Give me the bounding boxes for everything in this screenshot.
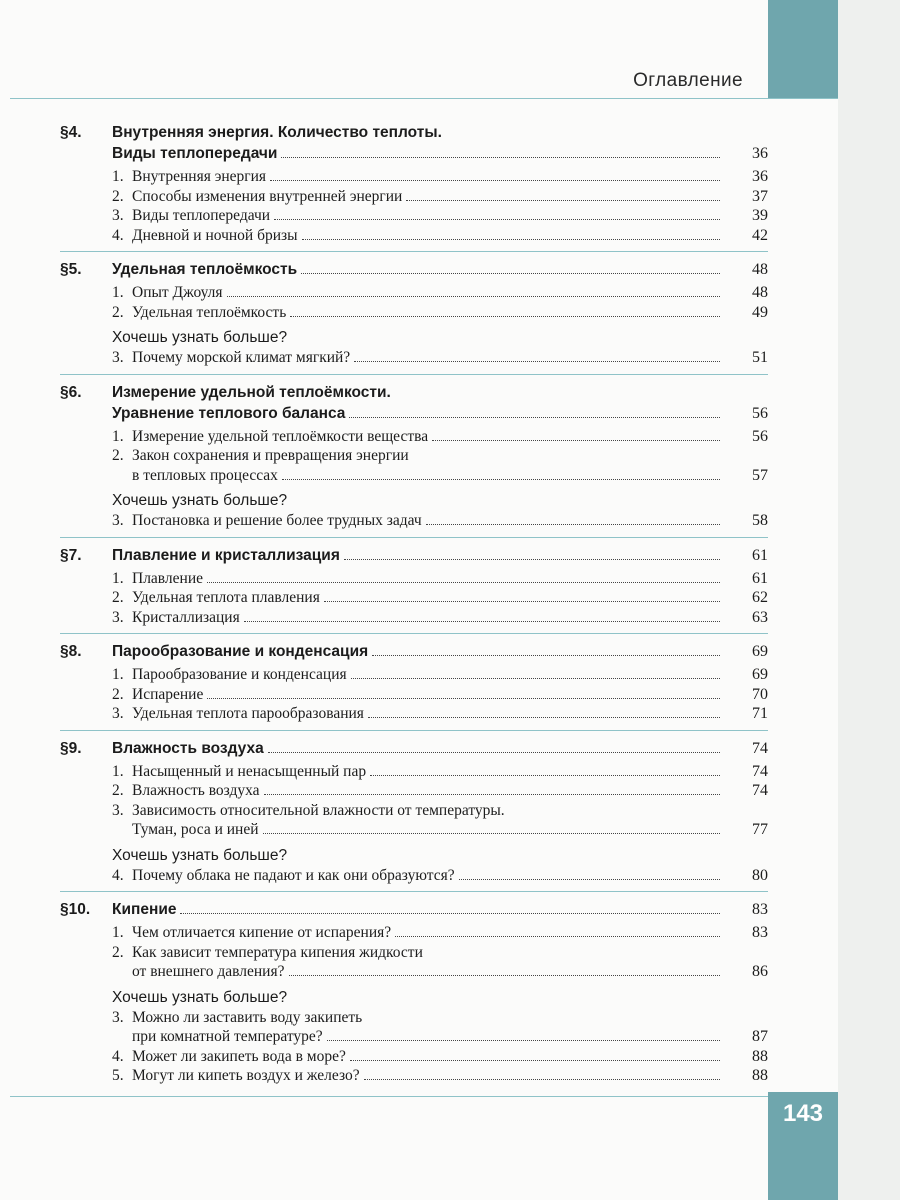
section-number: §4. [60, 124, 82, 141]
subitem-page: 69 [752, 666, 768, 683]
subitem-body [132, 303, 768, 323]
section-title-page: 36 [752, 145, 768, 162]
footer-divider [10, 1096, 768, 1097]
subitem-text: Дневной и ночной бризы [132, 226, 298, 244]
subitem-page: 88 [752, 1067, 768, 1084]
section-title-text: Плавление и кристаллизация [112, 546, 340, 564]
section-title-page: 83 [752, 901, 768, 918]
subitem-text: Удельная теплоёмкость [132, 303, 287, 321]
section-title-text: Парообразование и конденсация [112, 643, 369, 660]
subitem-body [132, 801, 768, 840]
dot-leader [281, 157, 720, 158]
section-heading[interactable] [60, 736, 768, 762]
subitem-body [132, 283, 768, 303]
toc-section [60, 637, 768, 731]
subitem-number: 2. [112, 187, 124, 205]
subitem-page: 48 [752, 284, 768, 301]
subitem-page: 74 [752, 762, 768, 780]
dot-leader [227, 296, 720, 297]
subitem-page: 80 [752, 866, 768, 884]
subitem-body [132, 608, 768, 628]
section-number: §8. [60, 643, 82, 660]
section-heading[interactable] [60, 120, 768, 167]
section-title-page: 69 [752, 643, 768, 660]
dot-leader [301, 273, 720, 274]
subitem-text: Удельная теплота плавления [132, 589, 320, 606]
section-number: §9. [60, 739, 82, 757]
subitem-text: Кристаллизация [132, 608, 240, 626]
toc-subitem[interactable] [112, 446, 768, 485]
subitem-body [132, 762, 768, 782]
subitem-line [132, 167, 768, 187]
want-to-know-more-label: Хочешь узнать больше? [112, 492, 288, 509]
section-title-text: Уравнение теплового баланса [112, 404, 346, 422]
subitem-number: 3. [112, 1008, 124, 1026]
subitem-number: 1. [112, 569, 124, 587]
page-title: Оглавление [633, 70, 743, 91]
subitem-page: 74 [752, 782, 768, 799]
dot-leader [426, 524, 720, 525]
subitem-line [132, 303, 768, 323]
subitem-body [132, 923, 768, 943]
dot-leader [324, 601, 720, 602]
want-to-know-more-label: Хочешь узнать больше? [112, 329, 288, 346]
subitem-page: 70 [752, 685, 768, 703]
section-title-text: Измерение удельной теплоёмкости. [112, 383, 391, 401]
dot-leader [344, 559, 720, 560]
section-title [112, 382, 768, 424]
subitem-page: 77 [752, 821, 768, 838]
section-title-text: Влажность воздуха [112, 739, 264, 757]
subitem-page: 87 [752, 1028, 768, 1045]
subitem-number: 1. [112, 168, 124, 185]
dot-leader [349, 417, 720, 418]
toc-section [60, 895, 768, 1092]
dot-leader [351, 678, 720, 679]
subitem-line [132, 187, 768, 207]
subitem-line [132, 446, 768, 466]
subitem-number: 1. [112, 427, 124, 445]
subitem-body [132, 685, 768, 705]
extra-subitem-list [112, 1008, 768, 1086]
toc-subitem[interactable] [112, 303, 768, 323]
subitem-body [132, 226, 768, 246]
section-title-line [112, 641, 768, 662]
dot-leader [372, 655, 720, 656]
subitem-text: Внутренняя энергия [132, 168, 267, 185]
section-title-line [112, 403, 768, 424]
subitem-line [132, 866, 768, 886]
subitem-page: 49 [752, 303, 768, 321]
dot-leader [354, 361, 720, 362]
subitem-body [132, 866, 768, 886]
subitem-line [132, 962, 768, 982]
dot-leader [395, 936, 720, 937]
subitem-page: 39 [752, 207, 768, 224]
subitem-page: 37 [752, 187, 768, 205]
subitem-page: 71 [752, 705, 768, 722]
subitem-text: Можно ли заставить воду закипеть [132, 1008, 363, 1026]
subitem-text: Удельная теплота парообразования [132, 705, 364, 722]
toc-subitem[interactable] [112, 427, 768, 447]
toc-subitem[interactable] [112, 283, 768, 303]
dot-leader [180, 913, 720, 914]
subitem-number: 2. [112, 589, 124, 606]
section-title-line [112, 738, 768, 759]
subitem-number: 2. [112, 685, 124, 703]
subitem-number: 2. [112, 943, 124, 961]
section-title-page: 74 [752, 739, 768, 757]
subitem-text: Почему морской климат мягкий? [132, 349, 351, 366]
section-number: §5. [60, 261, 82, 278]
subitem-number: 2. [112, 447, 124, 464]
toc-section [60, 255, 768, 375]
page-edge [838, 0, 900, 1200]
section-title-text: Внутренняя энергия. Количество теплоты. [112, 124, 442, 141]
section-number: §7. [60, 546, 82, 564]
subitem-page: 61 [752, 569, 768, 587]
dot-leader [264, 794, 720, 795]
subitem-number: 1. [112, 666, 124, 683]
subitem-number: 3. [112, 207, 124, 224]
toc-subitem[interactable] [112, 704, 768, 724]
section-title-line [112, 545, 768, 566]
header-color-tab [768, 0, 838, 98]
subitem-body [132, 427, 768, 447]
section-heading[interactable] [60, 380, 768, 427]
dot-leader [207, 698, 720, 699]
subitem-body [132, 569, 768, 589]
subitem-line [132, 781, 768, 801]
subitem-text: Могут ли кипеть воздух и железо? [132, 1067, 360, 1084]
subitem-text: Плавление [132, 569, 204, 587]
subitem-line [132, 466, 768, 486]
subitem-list [112, 762, 768, 840]
subitem-text: Виды теплопередачи [132, 207, 271, 224]
subitem-body [132, 446, 768, 485]
dot-leader [368, 717, 720, 718]
subitem-list [112, 427, 768, 486]
subitem-line [132, 588, 768, 608]
section-title [112, 641, 768, 662]
subitem-line [132, 762, 768, 782]
subitem-page: 57 [752, 466, 768, 484]
section-title-page: 56 [752, 404, 768, 422]
want-to-know-more-label: Хочешь узнать больше? [112, 846, 288, 864]
page-number-badge [768, 1092, 838, 1200]
subitem-body [132, 187, 768, 207]
extra-subitem-list [112, 348, 768, 368]
section-number: §6. [60, 383, 82, 401]
subitem-line [132, 206, 768, 226]
subitem-body [132, 348, 768, 368]
toc-subitem[interactable] [112, 187, 768, 207]
dot-leader [370, 775, 720, 776]
subitem-number: 4. [112, 1047, 124, 1065]
subitem-text: Чем отличается кипение от испарения? [132, 924, 392, 941]
toc-subitem[interactable] [112, 167, 768, 187]
toc-subitem[interactable] [112, 511, 768, 531]
page-number: 143 [782, 1100, 824, 1127]
table-of-contents [60, 118, 768, 1095]
section-title [112, 122, 768, 164]
subitem-body [132, 665, 768, 685]
dot-leader [289, 975, 721, 976]
extra-subitem-list [112, 511, 768, 531]
subitem-text: при комнатной температуре? [132, 1028, 323, 1045]
subitem-body [132, 511, 768, 531]
dot-leader [268, 752, 720, 753]
subitem-body [132, 781, 768, 801]
section-title-text: Удельная теплоёмкость [112, 261, 298, 278]
subitem-list [112, 167, 768, 245]
section-title-line [112, 899, 768, 920]
dot-leader [244, 621, 720, 622]
section-title [112, 259, 768, 280]
subitem-line [132, 427, 768, 447]
section-heading[interactable] [60, 543, 768, 569]
subitem-body [132, 206, 768, 226]
subitem-text: Влажность воздуха [132, 782, 260, 799]
dot-leader [263, 833, 720, 834]
subitem-page: 88 [752, 1047, 768, 1065]
subitem-text: Способы изменения внутренней энергии [132, 187, 403, 205]
toc-subitem[interactable] [112, 801, 768, 840]
toc-subitem[interactable] [112, 588, 768, 608]
subitem-text: Почему облака не падают и как они образуются? [132, 866, 455, 884]
extra-subitem-list [112, 866, 768, 886]
subitem-number: 4. [112, 866, 124, 884]
subitem-text: Туман, роса и иней [132, 821, 259, 838]
subitem-line [132, 801, 768, 821]
subitem-text: Зависимость относительной влажности от температуры. [132, 801, 505, 819]
subitem-line [132, 511, 768, 531]
subitem-list [112, 569, 768, 628]
subitem-page: 63 [752, 608, 768, 626]
toc-subitem[interactable] [112, 665, 768, 685]
subitem-list [112, 923, 768, 982]
subitem-number: 3. [112, 512, 124, 529]
subitem-line [132, 1008, 768, 1028]
toc-subitem[interactable] [112, 1047, 768, 1067]
subitem-line [132, 1047, 768, 1067]
section-title-line [112, 382, 768, 403]
subitem-page: 42 [752, 226, 768, 244]
subitem-text: Измерение удельной теплоёмкости вещества [132, 427, 429, 445]
toc-subitem[interactable] [112, 226, 768, 246]
subitem-line [132, 820, 768, 840]
section-title-text: Кипение [112, 901, 177, 918]
want-to-know-more-label: Хочешь узнать больше? [112, 988, 288, 1006]
toc-subitem[interactable] [112, 1066, 768, 1086]
subitem-text: Постановка и решение более трудных задач [132, 512, 422, 529]
subitem-page: 56 [752, 427, 768, 445]
subitem-text: Может ли закипеть вода в море? [132, 1047, 346, 1065]
subitem-line [132, 348, 768, 368]
section-heading[interactable] [60, 257, 768, 283]
subitem-body [132, 167, 768, 187]
subitem-list [112, 283, 768, 322]
toc-section [60, 118, 768, 252]
section-title-page: 61 [752, 546, 768, 564]
toc-subitem[interactable] [112, 1008, 768, 1047]
subitem-page: 58 [752, 512, 768, 529]
toc-subitem[interactable] [112, 923, 768, 943]
section-title-line [112, 122, 768, 143]
section-title-text: Виды теплопередачи [112, 145, 278, 162]
subitem-number: 3. [112, 705, 124, 722]
subitem-line [132, 943, 768, 963]
dot-leader [406, 200, 720, 201]
subitem-list [112, 665, 768, 724]
subitem-text: Опыт Джоуля [132, 284, 223, 301]
subitem-body [132, 943, 768, 982]
dot-leader [282, 479, 720, 480]
subitem-number: 5. [112, 1067, 124, 1084]
toc-subitem[interactable] [112, 206, 768, 226]
subitem-body [132, 588, 768, 608]
section-number: §10. [60, 901, 91, 918]
toc-section [60, 541, 768, 635]
subitem-line [132, 569, 768, 589]
subitem-number: 1. [112, 762, 124, 780]
subitem-number: 3. [112, 349, 124, 366]
toc-subitem[interactable] [112, 608, 768, 628]
subitem-page: 86 [752, 963, 768, 980]
subitem-line [132, 665, 768, 685]
toc-subitem[interactable] [112, 569, 768, 589]
toc-subitem[interactable] [112, 866, 768, 886]
subitem-number: 1. [112, 284, 124, 301]
toc-subitem[interactable] [112, 781, 768, 801]
subitem-number: 2. [112, 303, 124, 321]
subitem-page: 83 [752, 924, 768, 941]
dot-leader [350, 1060, 720, 1061]
subitem-text: от внешнего давления? [132, 963, 285, 980]
subitem-line [132, 608, 768, 628]
dot-leader [270, 180, 720, 181]
subitem-body [132, 704, 768, 724]
subitem-line [132, 226, 768, 246]
section-title-line [112, 143, 768, 164]
subitem-text: Испарение [132, 685, 204, 703]
dot-leader [290, 316, 720, 317]
section-heading[interactable] [60, 897, 768, 923]
subitem-text: Закон сохранения и превращения энергии [132, 447, 409, 464]
subitem-page: 62 [752, 589, 768, 606]
subitem-line [132, 685, 768, 705]
subitem-number: 1. [112, 924, 124, 941]
subitem-text: Как зависит температура кипения жидкости [132, 943, 423, 961]
dot-leader [207, 582, 720, 583]
section-title-line [112, 259, 768, 280]
toc-subitem[interactable] [112, 685, 768, 705]
subitem-body [132, 1047, 768, 1067]
subitem-number: 4. [112, 226, 124, 244]
subitem-text: в тепловых процессах [132, 466, 278, 484]
subitem-text: Парообразование и конденсация [132, 666, 347, 683]
subitem-text: Насыщенный и ненасыщенный пар [132, 762, 367, 780]
toc-subitem[interactable] [112, 348, 768, 368]
subitem-line [132, 1027, 768, 1047]
subitem-page: 36 [752, 168, 768, 185]
subitem-line [132, 704, 768, 724]
subitem-line [132, 1066, 768, 1086]
header-divider [10, 98, 838, 99]
toc-section [60, 734, 768, 893]
toc-subitem[interactable] [112, 762, 768, 782]
section-title-page: 48 [752, 261, 768, 278]
subitem-page: 51 [752, 349, 768, 366]
section-heading[interactable] [60, 639, 768, 665]
section-title [112, 738, 768, 759]
dot-leader [459, 879, 720, 880]
subitem-number: 3. [112, 608, 124, 626]
subitem-line [132, 923, 768, 943]
toc-section [60, 378, 768, 538]
toc-subitem[interactable] [112, 943, 768, 982]
dot-leader [364, 1079, 720, 1080]
section-title [112, 545, 768, 566]
subitem-body [132, 1066, 768, 1086]
subitem-number: 3. [112, 801, 124, 819]
dot-leader [327, 1040, 720, 1041]
dot-leader [302, 239, 720, 240]
subitem-number: 2. [112, 782, 124, 799]
subitem-line [132, 283, 768, 303]
section-title [112, 899, 768, 920]
subitem-body [132, 1008, 768, 1047]
dot-leader [432, 440, 720, 441]
dot-leader [274, 219, 720, 220]
